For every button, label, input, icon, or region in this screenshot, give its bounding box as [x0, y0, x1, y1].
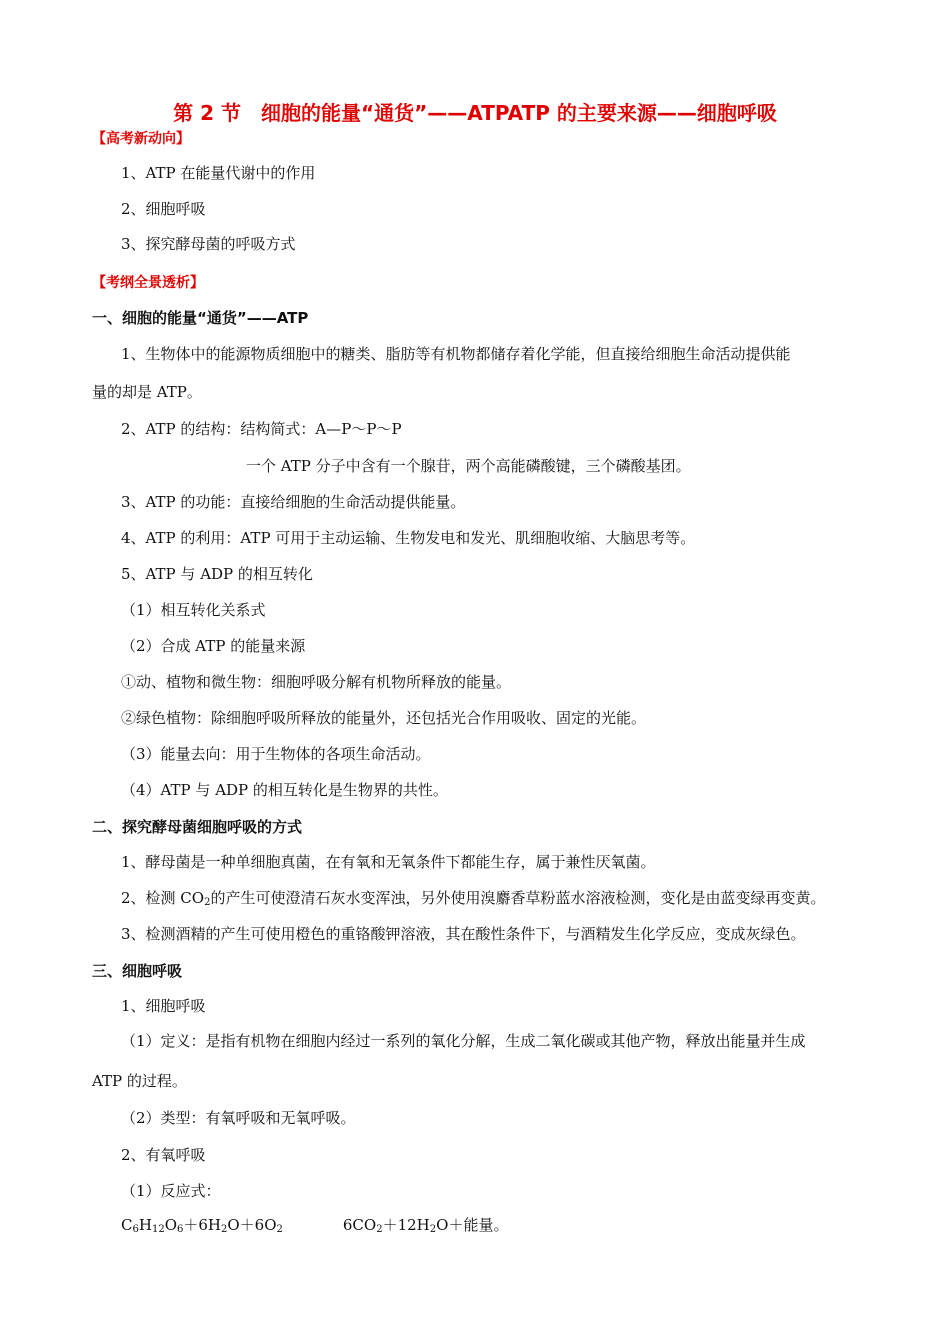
paragraph: 2、有氧呼吸 [121, 1146, 206, 1164]
paragraph: （1）反应式： [121, 1182, 221, 1200]
paragraph: （1）定义：是指有机物在细胞内经过一系列的氧化分解，生成二氧化碳或其他产物，释放出能量并生成 [121, 1032, 806, 1050]
eq-text: C [121, 1216, 133, 1234]
subscript: 2 [204, 897, 211, 908]
paragraph: （2）合成 ATP 的能量来源 [121, 637, 306, 655]
paragraph: （4）ATP 与 ADP 的相互转化是生物界的共性。 [121, 781, 448, 799]
paragraph: 量的却是 ATP。 [92, 383, 202, 401]
paragraph: 1、生物体中的能源物质细胞中的糖类、脂肪等有机物都储存着化学能，但直接给细胞生命活动提供能 [121, 345, 791, 363]
eq-sub: 2 [429, 1224, 437, 1235]
trend-item: 3、探究酵母菌的呼吸方式 [121, 235, 296, 253]
paragraph: 2、ATP 的结构：结构简式：A—P～P～P [121, 420, 402, 438]
trend-item: 1、ATP 在能量代谢中的作用 [121, 164, 316, 182]
section-tag-outline: 【考纲全景透析】 [92, 275, 204, 291]
eq-sub: 2 [221, 1224, 228, 1235]
text: 2、检测 CO [121, 889, 205, 907]
paragraph-co2 [121, 888, 825, 913]
paragraph: （1）相互转化关系式 [121, 601, 266, 619]
paragraph: 3、检测酒精的产生可使用橙色的重铬酸钾溶液，其在酸性条件下，与酒精发生化学反应，变成灰绿色。 [121, 925, 806, 943]
paragraph: （2）类型：有氧呼吸和无氧呼吸。 [121, 1109, 356, 1127]
section-heading-respiration: 三、细胞呼吸 [92, 962, 183, 980]
paragraph: （3）能量去向：用于生物体的各项生命活动。 [121, 745, 431, 763]
paragraph: 1、酵母菌是一种单细胞真菌，在有氧和无氧条件下都能生存，属于兼性厌氧菌。 [121, 853, 656, 871]
chemical-equation [121, 1215, 508, 1240]
paragraph: ①动、植物和微生物：细胞呼吸分解有机物所释放的能量。 [121, 673, 512, 691]
trend-item: 2、细胞呼吸 [121, 200, 206, 218]
paragraph: ATP 的过程。 [92, 1072, 187, 1090]
page-title: 第 2 节 细胞的能量“通货”——ATPATP 的主要来源——细胞呼吸 [173, 101, 777, 125]
section-tag-trends: 【高考新动向】 [92, 131, 190, 147]
eq-sub: 6 [177, 1224, 184, 1235]
eq-sub: 2 [376, 1224, 383, 1235]
paragraph: ②绿色植物：除细胞呼吸所释放的能量外，还包括光合作用吸收、固定的光能。 [121, 709, 647, 727]
paragraph: 5、ATP 与 ADP 的相互转化 [121, 565, 313, 583]
eq-sub: 6 [132, 1224, 139, 1235]
paragraph: 4、ATP 的利用：ATP 可用于主动运输、生物发电和发光、肌细胞收缩、大脑思考等。 [121, 529, 696, 547]
eq-text: ＋6H [183, 1216, 221, 1234]
eq-sub: 12 [151, 1224, 165, 1235]
eq-text: ＋12H [382, 1216, 430, 1234]
eq-text: O [164, 1216, 177, 1234]
eq-text: 6CO [342, 1216, 377, 1234]
eq-sub: 2 [276, 1224, 283, 1235]
section-heading-atp: 一、细胞的能量“通货”——ATP [92, 309, 309, 327]
paragraph: 1、细胞呼吸 [121, 997, 206, 1015]
eq-text: O＋6O [227, 1216, 277, 1234]
eq-text: H [138, 1216, 152, 1234]
paragraph: 3、ATP 的功能：直接给细胞的生命活动提供能量。 [121, 493, 466, 511]
section-heading-yeast: 二、探究酵母菌细胞呼吸的方式 [92, 818, 303, 836]
text: 的产生可使澄清石灰水变浑浊，另外使用溴麝香草粉蓝水溶液检测，变化是由蓝变绿再变黄。 [210, 889, 826, 907]
paragraph: 一个 ATP 分子中含有一个腺苷，两个高能磷酸键，三个磷酸基团。 [246, 457, 691, 475]
eq-text: O＋能量。 [436, 1216, 509, 1234]
